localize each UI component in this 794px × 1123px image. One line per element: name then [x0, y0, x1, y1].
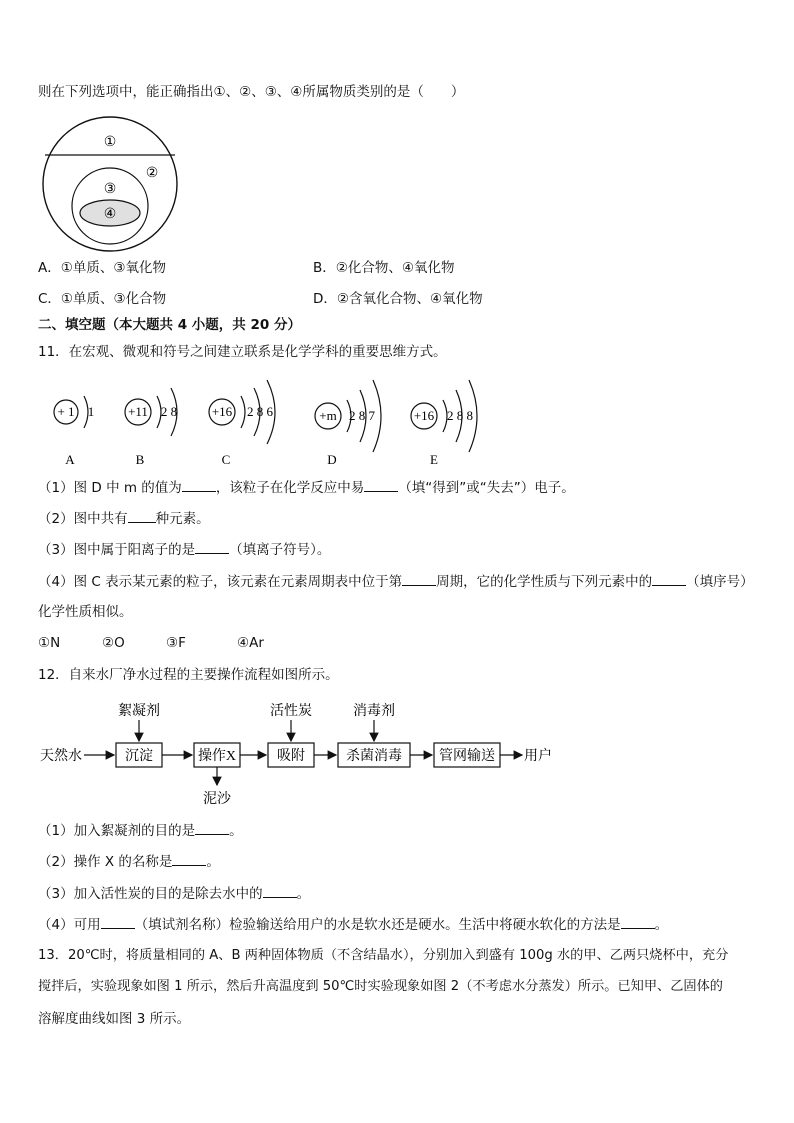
- q10-option-a: A．①单质、③氧化物: [38, 260, 166, 276]
- particle-e-nucleus: +16: [413, 408, 435, 423]
- particle-b-nucleus: +11: [128, 404, 148, 419]
- q11-part2-text-a: （2）图中共有: [38, 511, 128, 527]
- diagram-label-1: ①: [103, 135, 117, 150]
- particle-a-electrons: 1: [87, 404, 95, 419]
- flow-input-disinfectant: 消毒剂: [353, 704, 395, 719]
- q10-option-d: D．②含氧化合物、④氧化物: [313, 291, 483, 307]
- q12-part2: [38, 853, 220, 871]
- particle-c-electrons: 2 8 6: [247, 404, 273, 419]
- q11-part4-cont: 化学性质相似。: [38, 604, 133, 620]
- particle-b-electrons: 2 8: [160, 404, 178, 419]
- q13-line-2: 搅拌后，实验现象如图 1 所示，然后升高温度到 50℃时实验现象如图 2（不考虑水分蒸发）所示。已知甲、乙固体的: [38, 979, 723, 994]
- flow-step-2-label: 操作X: [197, 749, 237, 764]
- q10-prompt: 则在下列选项中，能正确指出①、②、③、④所属物质类别的是（ ）: [38, 84, 465, 100]
- q12-part2-text-a: （2）操作 X 的名称是: [38, 854, 173, 870]
- flow-output-sediment: 泥沙: [203, 792, 231, 807]
- q10-option-c: C．①单质、③化合物: [38, 291, 167, 307]
- particle-e-label: E: [430, 452, 438, 467]
- q11-part2-text-b: 种元素。: [155, 511, 210, 527]
- q12-part2-blank[interactable]: [172, 853, 206, 866]
- atomic-structure-diagrams: [40, 368, 500, 470]
- q11-part1-blank-1[interactable]: [182, 479, 216, 492]
- q11-part1-text-c: （填“得到”或“失去”）电子。: [398, 480, 575, 496]
- flow-step-1-label: 沉淀: [125, 749, 153, 764]
- q11-part4: [38, 573, 754, 591]
- q11-part4-text-a: （4）图 C 表示某元素的粒子，该元素在元素周期表中位于第: [38, 574, 403, 590]
- q11-part2: [38, 510, 210, 528]
- q12-stem: 12．自来水厂净水过程的主要操作流程如图所示。: [38, 667, 339, 683]
- diagram-label-3: ③: [103, 182, 117, 197]
- particle-d-label: D: [327, 452, 337, 467]
- q12-part4-blank-2[interactable]: [621, 916, 655, 929]
- water-purification-flowchart: [38, 697, 568, 812]
- q12-part3-text-a: （3）加入活性炭的目的是除去水中的: [38, 886, 263, 902]
- q11-stem: 11．在宏观、微观和符号之间建立联系是化学学科的重要思维方式。: [38, 344, 447, 360]
- q11-part3-text-a: （3）图中属于阳离子的是: [38, 542, 196, 558]
- particle-e-electrons: 2 8 8: [447, 408, 473, 423]
- q12-part4-text-c: 。: [654, 917, 669, 933]
- q12-part4-text-b: （填试剂名称）检验输送给用户的水是软水还是硬水。生活中将硬水软化的方法是: [134, 917, 621, 933]
- particle-d-electrons: 2 8 7: [349, 408, 375, 423]
- q11-part3-blank[interactable]: [195, 541, 229, 554]
- q11-part4-text-b: 周期，它的化学性质与下列元素中的: [436, 574, 653, 590]
- q12-part4-text-a: （4）可用: [38, 917, 101, 933]
- q10-option-b: B．②化合物、④氧化物: [313, 260, 455, 276]
- q12-part3-blank[interactable]: [263, 885, 297, 898]
- q13-line-3: 溶解度曲线如图 3 所示。: [38, 1011, 191, 1027]
- particle-b-label: B: [135, 452, 145, 467]
- q12-part2-text-b: 。: [206, 854, 220, 870]
- q12-part4: [38, 916, 668, 934]
- flow-input-flocculant: 絮凝剂: [118, 704, 160, 719]
- q13-line-1: 13．20℃时，将质量相同的 A、B 两种固体物质（不含结晶水），分别加入到盛有 100g 水的甲、乙两只烧杯中，充分: [38, 948, 729, 963]
- q11-part1-text-b: ，该粒子在化学反应中易: [215, 480, 365, 496]
- flow-step-4-label: 杀菌消毒: [346, 749, 402, 764]
- section-title: 二、填空题（本大题共 4 小题，共 20 分）: [38, 317, 301, 333]
- particle-d-nucleus: +m: [319, 408, 337, 423]
- q11-part1-text-a: （1）图 D 中 m 的值为: [38, 480, 182, 496]
- q12-part1-text-b: 。: [229, 823, 243, 839]
- q11-choice-1: ①N: [38, 635, 61, 651]
- q12-part1-blank[interactable]: [195, 822, 229, 835]
- flow-start-label: 天然水: [40, 749, 82, 764]
- flow-step-3-label: 吸附: [277, 749, 305, 764]
- flow-input-activated-carbon: 活性炭: [270, 704, 312, 719]
- flow-end-label: 用户: [524, 749, 552, 764]
- q11-part1: [38, 479, 575, 497]
- q11-part2-blank[interactable]: [128, 510, 156, 523]
- particle-a-label: A: [65, 452, 75, 467]
- q11-part1-blank-2[interactable]: [364, 479, 398, 492]
- q11-part4-blank-2[interactable]: [652, 573, 686, 586]
- particle-c-label: C: [221, 452, 231, 467]
- particle-a-nucleus: + 1: [57, 404, 75, 419]
- flow-step-5-label: 管网输送: [439, 749, 495, 764]
- diagram-label-4: ④: [103, 207, 117, 222]
- q11-part3-text-b: （填离子符号）。: [229, 542, 331, 558]
- q12-part1: [38, 822, 243, 840]
- q11-choice-4: ④Ar: [237, 635, 264, 651]
- diagram-label-2: ②: [145, 166, 159, 181]
- particle-c-nucleus: +16: [211, 404, 233, 419]
- q12-part1-text-a: （1）加入絮凝剂的目的是: [38, 823, 196, 839]
- substance-classification-diagram: [38, 110, 188, 260]
- q11-part4-text-c: （填序号）: [686, 574, 754, 590]
- q12-part3: [38, 885, 310, 903]
- q12-part4-blank-1[interactable]: [101, 916, 135, 929]
- q11-choice-3: ③F: [166, 635, 186, 651]
- q12-part3-text-b: 。: [296, 886, 311, 902]
- q11-choice-2: ②O: [102, 635, 125, 651]
- q11-part4-blank-1[interactable]: [402, 573, 436, 586]
- q11-part3: [38, 541, 330, 559]
